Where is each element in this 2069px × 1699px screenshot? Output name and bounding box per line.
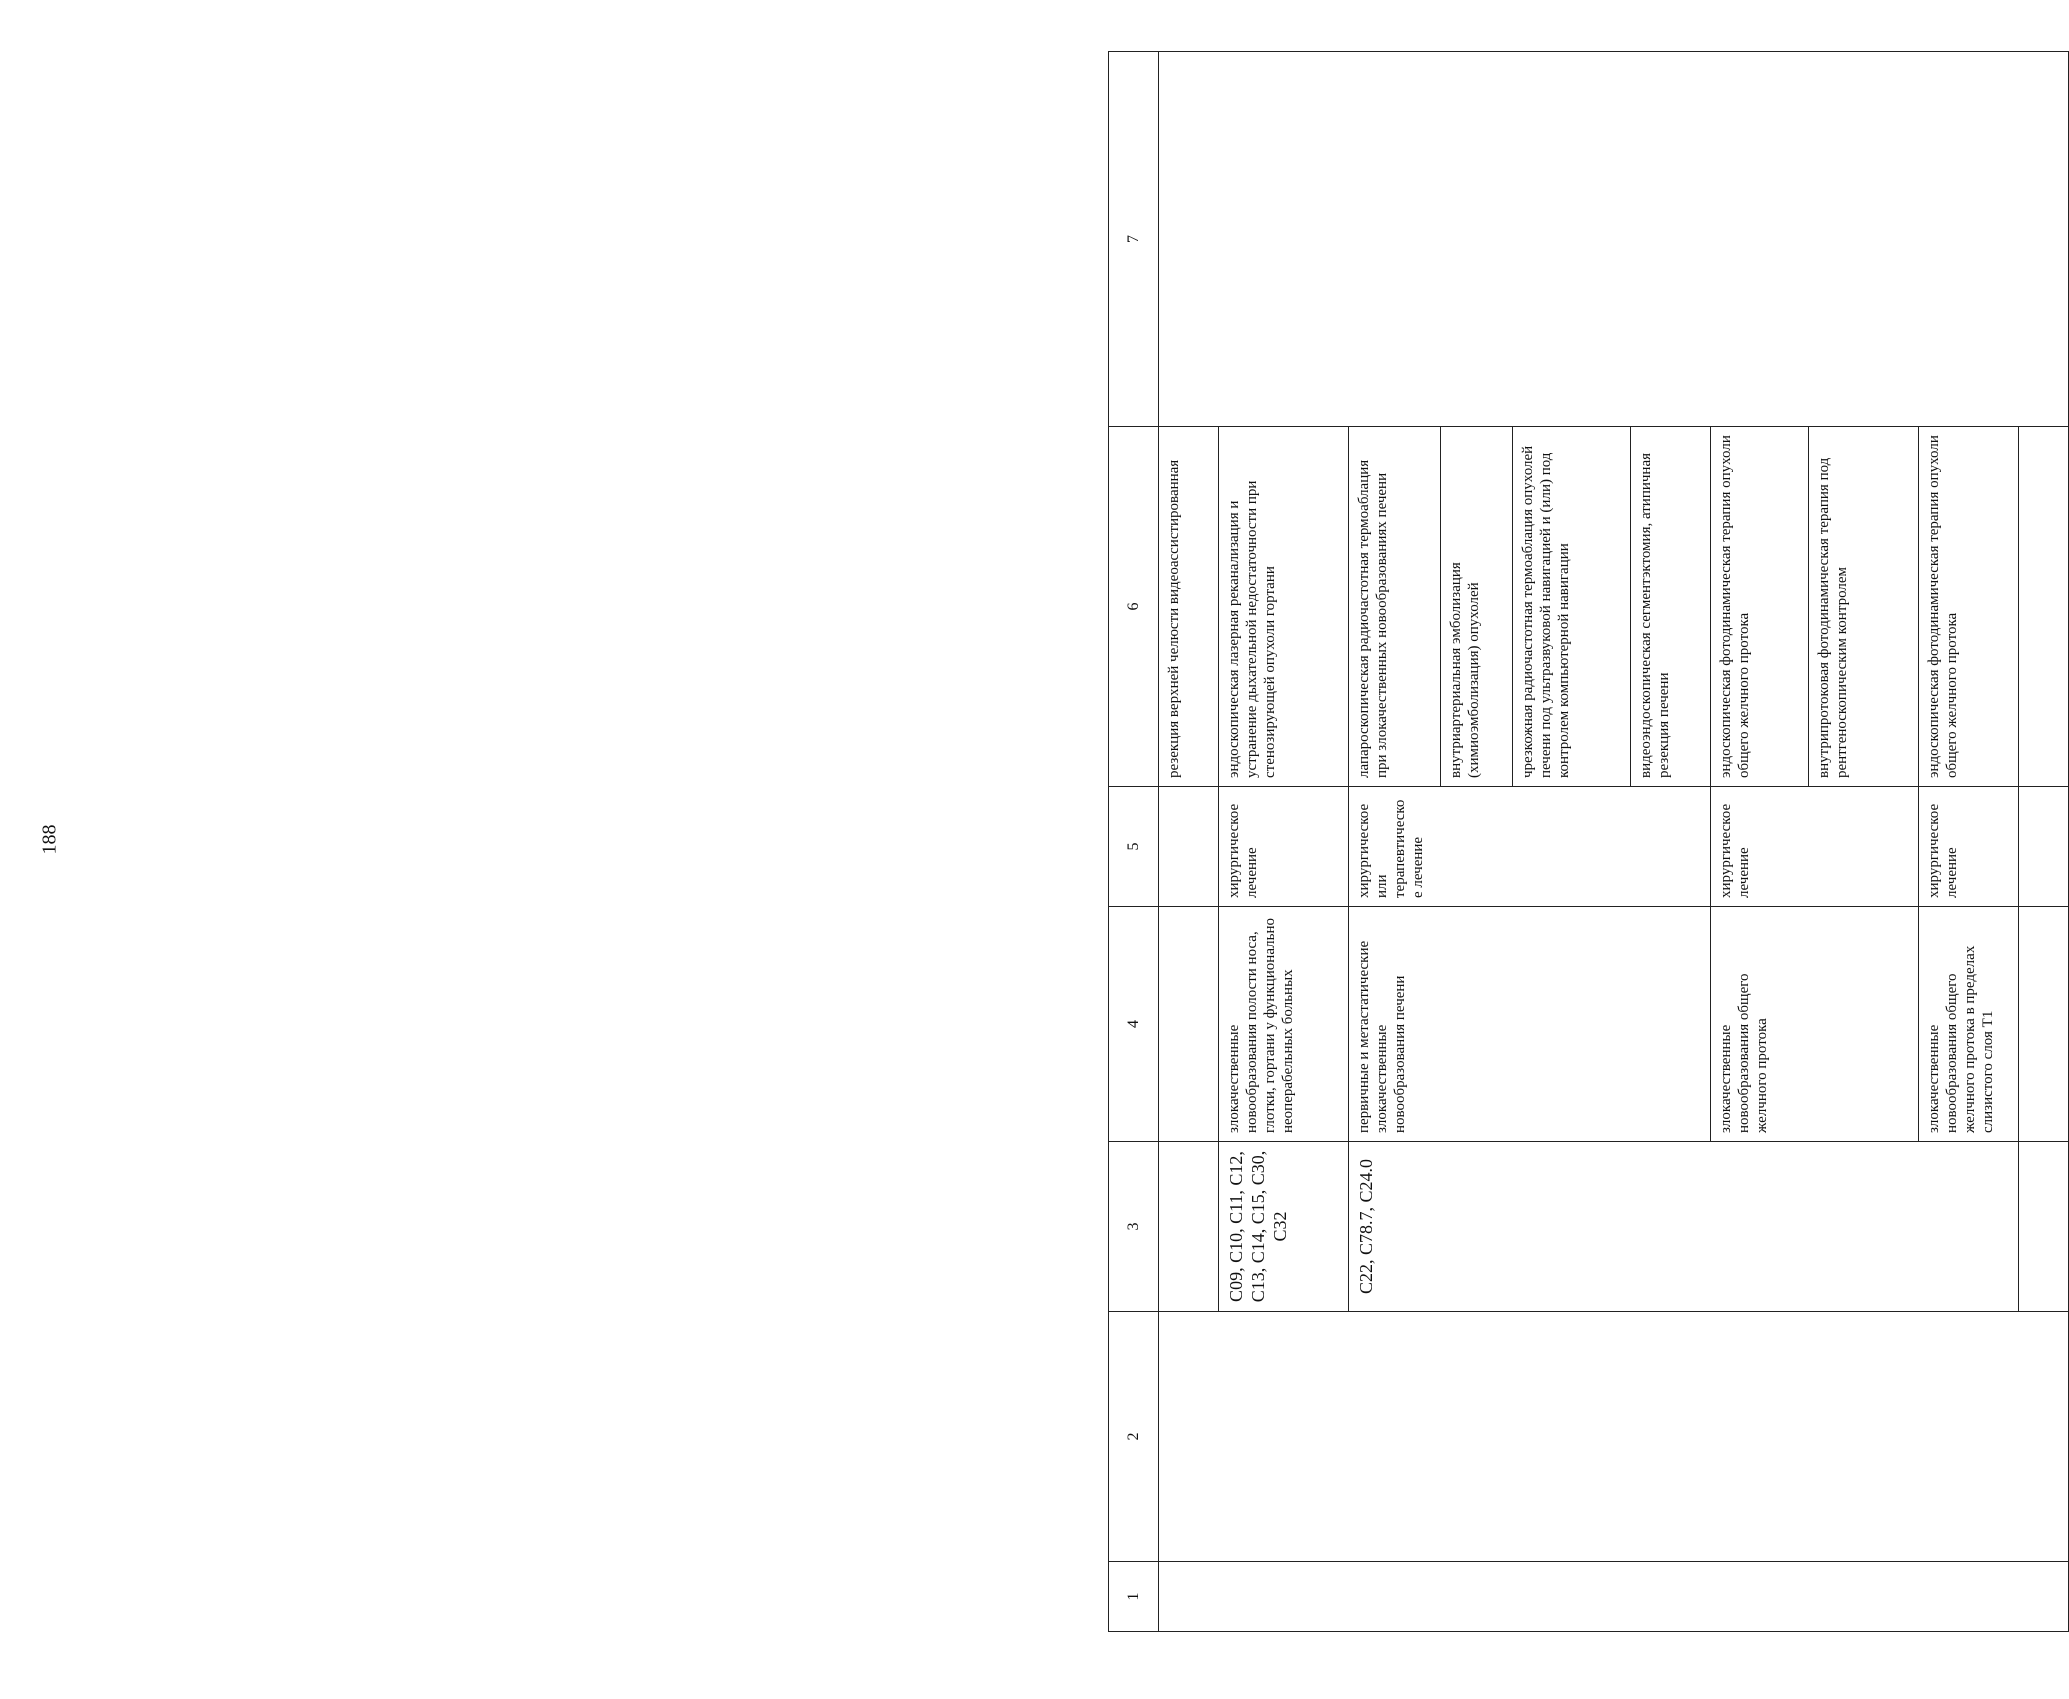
method-cell: эндоскопическая фотодинамическая терапия опухоли общего желчного протока: [1919, 427, 2019, 787]
header-cell: 6: [1109, 427, 1159, 787]
treatment-cell: [2019, 787, 2069, 907]
method-cell: эндоскопическая лазерная реканализация и устранение дыхательной недостаточности при стенозирующей опухоли гортани: [1219, 427, 1349, 787]
procedures-table: [1108, 51, 2069, 1632]
method-cell: внутриартериальная эмболизация (химиоэмболизация) опухолей: [1441, 427, 1513, 787]
header-cell: 7: [1109, 52, 1159, 427]
method-cell: эндоскопическая фотодинамическая терапия опухоли общего желчного протока: [1711, 427, 1809, 787]
codes-cell: С22, С78.7, С24.0: [1349, 1142, 2019, 1312]
header-cell: 1: [1109, 1562, 1159, 1632]
method-cell: видеоэндоскопическая сегментэктомия, атипичная резекция печени: [1631, 427, 1711, 787]
header-cell: 4: [1109, 907, 1159, 1142]
diagnosis-cell: первичные и метастатические злокачественные новообразования печени: [1349, 907, 1711, 1142]
table-row: [1159, 52, 1219, 1632]
diagnosis-cell: [2019, 907, 2069, 1142]
diagnosis-cell: [1159, 907, 1219, 1142]
diagnosis-cell: злокачественные новообразования общего желчного протока: [1711, 907, 1919, 1142]
header-cell: 5: [1109, 787, 1159, 907]
treatment-cell: хирургическое лечение: [1219, 787, 1349, 907]
treatment-cell: хирургическое или терапевтическое лечение: [1349, 787, 1711, 907]
diagnosis-cell: злокачественные новообразования общего желчного протока в пределах слизистого слоя Т1: [1919, 907, 2019, 1142]
codes-cell: [2019, 1142, 2069, 1312]
treatment-cell: хирургическое лечение: [1919, 787, 2019, 907]
treatment-cell: хирургическое лечение: [1711, 787, 1919, 907]
codes-cell: [1159, 1142, 1219, 1312]
header-cell: 2: [1109, 1312, 1159, 1562]
method-cell: чрезкожная радиочастотная термоаблация опухолей печени под ультразвуковой навигацией и (или) под контролем компьютерной навигации: [1513, 427, 1631, 787]
diagnosis-cell: злокачественные новообразования полости носа, глотки, гортани у функционально неоперабельных больных: [1219, 907, 1349, 1142]
col1-cell: [1159, 1562, 2069, 1632]
method-cell: внутрипротоковая фотодинамическая терапия под рентгеноскопическим контролем: [1809, 427, 1919, 787]
method-cell: лапароскопическая радиочастотная термоаблация при злокачественных новообразованиях печени: [1349, 427, 1441, 787]
header-cell: 3: [1109, 1142, 1159, 1312]
header-row: [1109, 52, 1159, 1632]
col7-cell: [1159, 52, 2069, 427]
rotated-table: [1108, 52, 2058, 1632]
codes-cell: С09, С10, С11, С12, С13, С14, С15, С30, С32: [1219, 1142, 1349, 1312]
method-cell: [2019, 427, 2069, 787]
method-cell: резекция верхней челюсти видеоассистированная: [1159, 427, 1219, 787]
treatment-cell: [1159, 787, 1219, 907]
page-number: 188: [38, 824, 61, 855]
col2-cell: [1159, 1312, 2069, 1562]
